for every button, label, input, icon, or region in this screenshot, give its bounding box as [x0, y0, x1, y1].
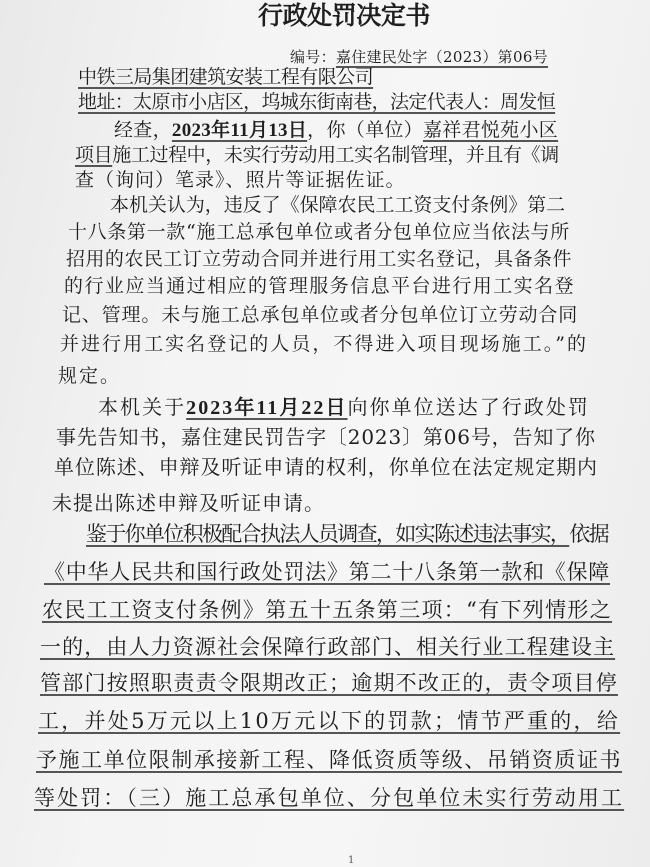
- text-line: 招用的农民工订立劳动合同并进行用工实名登记，具备条件: [66, 248, 572, 270]
- text-line: 规定。: [58, 365, 122, 387]
- recipient-address: [78, 92, 555, 114]
- text-line: [98, 396, 590, 420]
- company-name: 中铁三局集团建筑安装工程有限公司: [78, 66, 374, 88]
- document-number: [290, 49, 548, 66]
- text-line: 记、管理。未与施工总承包单位或者分包单位订立劳动合同: [62, 304, 579, 326]
- project-site: 项目: [75, 144, 113, 166]
- text: 鉴于你单位积极配合执法人员调查，如实陈述违法事实，: [86, 522, 570, 546]
- text-line: [114, 120, 558, 142]
- notice-date: 2023年11月22日: [186, 397, 348, 419]
- text: 依据: [569, 522, 608, 546]
- text: ，你（单位）: [307, 119, 423, 141]
- document-title: 行政处罚决定书: [258, 1, 430, 30]
- text: 向你单位送达了行政处罚: [347, 395, 590, 419]
- text-line: 单位陈述、申辩及听证申请的权利，你单位在法定规定期内: [54, 455, 598, 479]
- document-number-value: 嘉住建民处字（2023）第06号: [335, 48, 548, 66]
- text-line: 并进行用工实名登记的人员，不得进入项目现场施工。”的: [60, 333, 588, 355]
- text-line: [86, 522, 608, 546]
- text-line: 《中华人民共和国行政处罚法》第二十八条第一款和《保障: [44, 560, 611, 584]
- text-line: 查（询问）笔录》、照片等证据佐证。: [75, 169, 406, 191]
- text-line: 等处罚：（三）施工总承包单位、分包单位未实行劳动用工: [34, 786, 625, 810]
- text-line: 一的，由人力资源社会保障行政部门、相关行业工程建设主: [40, 635, 616, 659]
- text-line: 农民工工资支付条例》第五十五条第三项：“有下列情形之: [42, 598, 613, 622]
- text-line: 的行业应当通过相应的管理服务信息平台进行用工实名登: [64, 275, 576, 297]
- text: 经查，: [114, 119, 172, 141]
- text-line: 未提出陈述申辩及听证申请。: [52, 491, 325, 515]
- text: 施工过程中，未实行劳动用工实名制管理，并且有《调: [112, 144, 559, 166]
- document-number-label: 编号：: [290, 48, 336, 66]
- text-line: 管部门按照职责责令限期改正；逾期不改正的，责令项目停: [40, 671, 618, 695]
- text-line: 事先告知书，嘉住建民罚告字〔2023〕第06号，告知了你: [56, 425, 596, 449]
- project-site: 嘉祥君悦苑小区: [422, 119, 559, 141]
- inspection-date: 2023年11月13日: [171, 120, 308, 141]
- text-line: [75, 145, 559, 167]
- address-text: 地址：太原市小店区，坞城东街南巷，法定代表人：周发恒: [78, 91, 556, 113]
- text: 本机关于: [98, 395, 187, 419]
- text-line: 十八条第一款“施工总承包单位或者分包单位应当依法与所: [68, 221, 570, 243]
- recipient-company: [78, 67, 373, 89]
- text-line: 予施工单位限制承接新工程、降低资质等级、吊销资质证书: [36, 748, 623, 772]
- text-line: 本机关认为，违反了《保障农民工工资支付条例》第二: [110, 194, 566, 216]
- text-line: 工，并处5万元以上10万元以下的罚款；情节严重的，给: [38, 709, 621, 733]
- page-number: 1: [348, 855, 355, 866]
